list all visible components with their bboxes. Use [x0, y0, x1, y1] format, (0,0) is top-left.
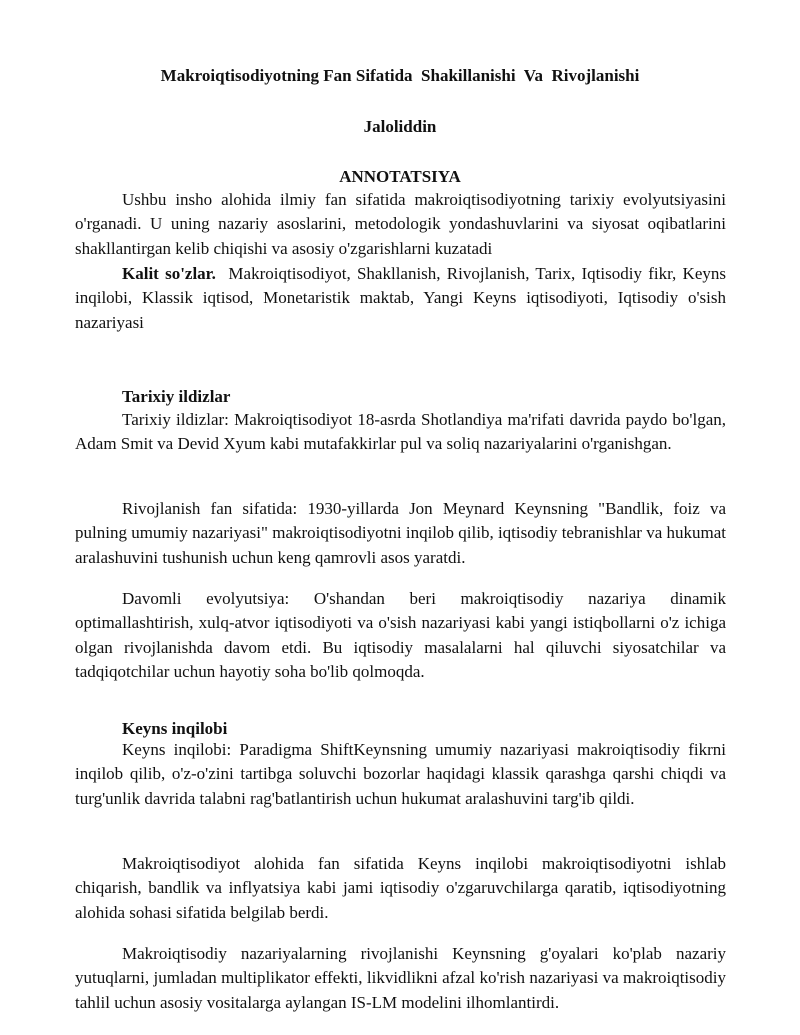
document-title: Makroiqtisodiyotning Fan Sifatida Shakillanishi Va Rivojlanishi: [160, 66, 640, 85]
section-heading-tarixiy-ildizlar: Tarixiy ildizlar: [122, 387, 231, 406]
section-paragraph: Rivojlanish fan sifatida: 1930-yillarda Jon Meynard Keynsning "Bandlik, foiz va pulning umumiy nazariyasi" makroiqtisodiyotni inqilob qilib, iqtisodiy tebranishlar va hukumat aralashuvini tushunish uchun keng qamrovli asos yaratdi.: [75, 499, 726, 567]
section-paragraph: Tarixiy ildizlar: Makroiqtisodiyot 18-asrda Shotlandiya ma'rifati davrida paydo bo'lgan, Adam Smit va Devid Xyum kabi mutafakkirlar pul va soliq nazariyalarini o'rganishgan.: [75, 410, 726, 454]
section-paragraph: Makroiqtisodiy nazariyalarning rivojlanishi Keynsning g'oyalari ko'plab nazariy yutuqlarni, jumladan multiplikator effekti, likvidlikni afzal ko'rish nazariyasi va makroiqtisodiy tahlil uchun asosiy vositalarga aylangan IS-LM modelini ilhomlantirdi.: [75, 944, 726, 1012]
section-heading-keyns-inqilobi: Keyns inqilobi: [122, 719, 228, 738]
section-paragraph: Makroiqtisodiyot alohida fan sifatida Keyns inqilobi makroiqtisodiyotni ishlab chiqarish, bandlik va inflyatsiya kabi jami iqtisodiy o'zgaruvchilarga qaratib, iqtisodiyotning alohida sohasi sifatida belgilab berdi.: [75, 854, 726, 922]
keywords-text: Makroiqtisodiyot, Shakllanish, Rivojlanish, Tarix, Iqtisodiy fikr, Keyns inqilobi, Klassik iqtisod, Monetaristik maktab, Yangi Keyns iqtisodiyoti, Iqtisodiy o'sish nazariyasi: [75, 264, 726, 332]
keywords-label: Kalit so'zlar.: [122, 264, 216, 283]
annotation-paragraph: Ushbu insho alohida ilmiy fan sifatida makroiqtisodiyotning tarixiy evolyutsiyasini o'rganadi. U uning nazariy asoslarini, metodologik yondashuvlarini va siyosat oqibatlarini shakllantirgan kelib chiqishi va asosiy o'zgarishlarni kuzatadi: [75, 190, 726, 258]
annotation-heading: ANNOTATSIYA: [339, 167, 461, 186]
keywords-paragraph: [75, 262, 726, 335]
section-paragraph: Davomli evolyutsiya: O'shandan beri makroiqtisodiy nazariya dinamik optimallashtirish, xulq-atvor iqtisodiyoti va o'sish nazariyasi kabi yangi istiqbollarni o'z ichiga olgan rivojlanishda davom etdi. Bu iqtisodiy masalalarni hal qiluvchi siyosatchilar va tadqiqotchilar uchun hayotiy soha bo'lib qolmoqda.: [75, 589, 726, 681]
section-paragraph: Keyns inqilobi: Paradigma ShiftKeynsning umumiy nazariyasi makroiqtisodiy fikrni inqilob qilib, o'z-o'zini tartibga soluvchi bozorlar haqidagi klassik qarashga qarshi chiqdi va turg'unlik davrida talabni rag'batlantirish uchun hukumat aralashuvini targ'ib qildi.: [75, 740, 726, 808]
author-name: Jaloliddin: [363, 117, 437, 136]
